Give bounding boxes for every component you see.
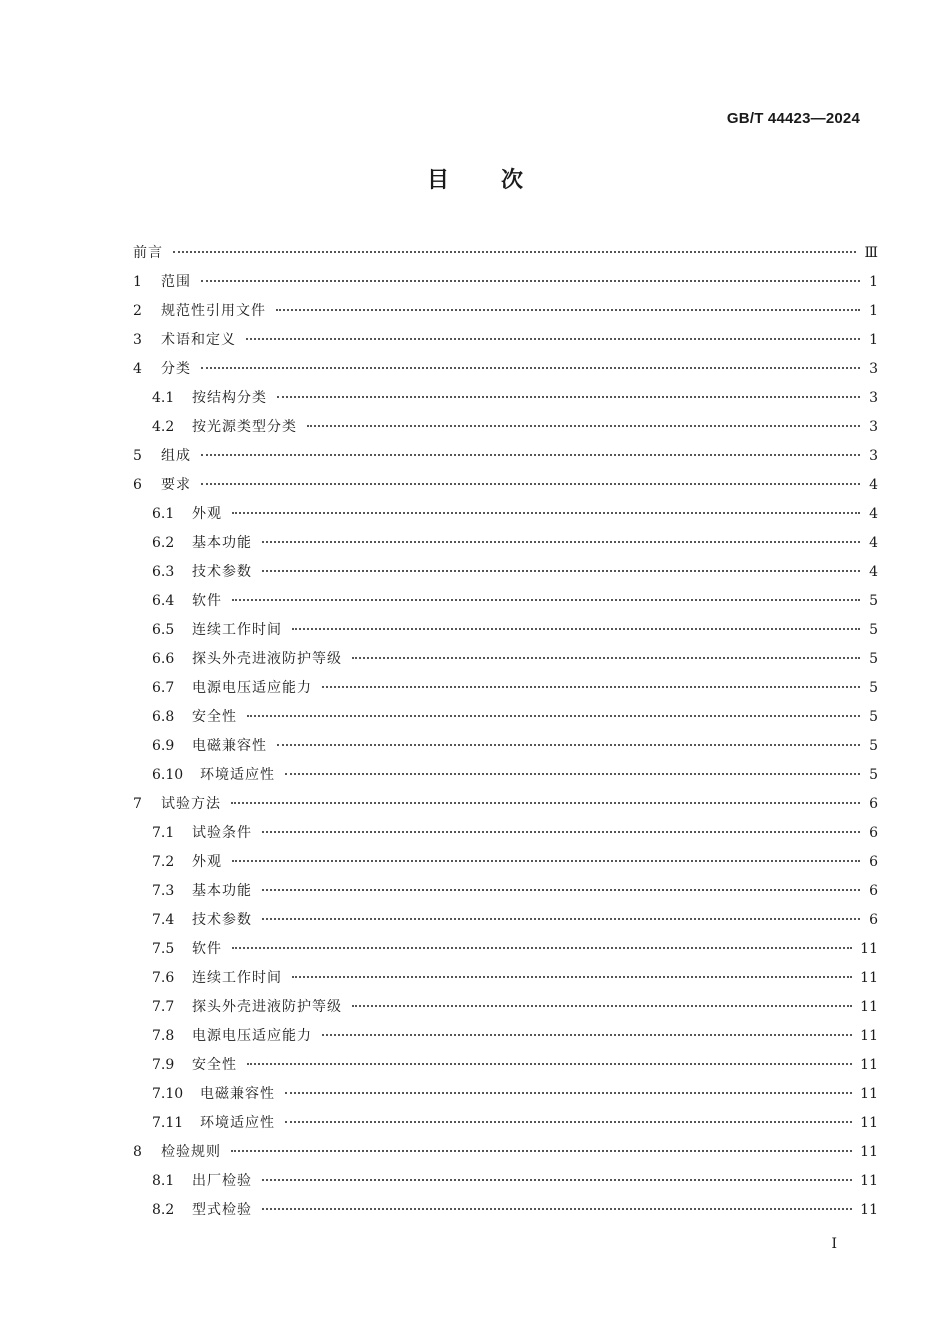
toc-entry[interactable] <box>133 268 878 297</box>
toc-entry-title: 按光源类型分类 <box>192 419 297 435</box>
toc-entry-page: 11 <box>860 1028 878 1044</box>
toc-dot-leader <box>247 714 860 717</box>
toc-entry-number: 8 <box>133 1144 142 1160</box>
page-title: 目次 <box>426 168 575 193</box>
toc-entry-page: 11 <box>860 1115 878 1131</box>
toc-entry-title: 型式检验 <box>192 1202 252 1218</box>
toc-dot-leader <box>292 975 852 978</box>
toc-entry-number: 7.6 <box>152 970 175 986</box>
toc-entry-number: 6.10 <box>152 767 184 783</box>
toc-entry-title: 软件 <box>192 941 222 957</box>
toc-entry-title: 电源电压适应能力 <box>192 680 312 696</box>
toc-entry[interactable] <box>133 790 878 819</box>
toc-entry-page: 5 <box>869 709 878 725</box>
toc-entry[interactable] <box>133 877 878 906</box>
toc-dot-leader <box>231 1149 852 1152</box>
toc-entry-number: 3 <box>133 332 142 348</box>
toc-dot-leader <box>292 627 860 630</box>
toc-dot-leader <box>262 830 860 833</box>
toc-entry-page: 11 <box>860 1202 878 1218</box>
toc-entry-number: 6.3 <box>152 564 175 580</box>
toc-entry-page: 11 <box>860 1144 878 1160</box>
toc-dot-leader <box>262 917 860 920</box>
toc-entry[interactable] <box>133 413 878 442</box>
toc-entry-title: 外观 <box>192 506 222 522</box>
toc-entry-number: 6.2 <box>152 535 175 551</box>
toc-entry[interactable] <box>133 906 878 935</box>
toc-entry-number: 6.6 <box>152 651 175 667</box>
toc-entry-page: 3 <box>869 419 878 435</box>
toc-entry-page: 4 <box>869 535 878 551</box>
toc-entry-page: 1 <box>869 274 878 290</box>
toc-entry-page: 5 <box>869 593 878 609</box>
toc-dot-leader <box>276 308 860 311</box>
toc-entry-title: 环境适应性 <box>200 1115 275 1131</box>
table-of-contents <box>133 239 878 1225</box>
toc-entry[interactable] <box>133 645 878 674</box>
toc-dot-leader <box>285 1091 852 1094</box>
toc-entry[interactable] <box>133 326 878 355</box>
toc-entry[interactable] <box>133 529 878 558</box>
toc-entry-number: 7.1 <box>152 825 175 841</box>
toc-dot-leader <box>352 1004 852 1007</box>
toc-entry[interactable] <box>133 819 878 848</box>
toc-entry[interactable] <box>133 587 878 616</box>
toc-entry-page: 11 <box>860 1173 878 1189</box>
toc-entry[interactable] <box>133 471 878 500</box>
toc-entry-title: 前言 <box>133 245 163 261</box>
toc-entry-title: 组成 <box>161 448 191 464</box>
toc-entry-number: 7.9 <box>152 1057 175 1073</box>
toc-entry-page: 11 <box>860 999 878 1015</box>
toc-entry-page: 1 <box>869 303 878 319</box>
toc-entry-page: 4 <box>869 477 878 493</box>
toc-entry[interactable] <box>133 761 878 790</box>
toc-dot-leader <box>322 685 860 688</box>
toc-dot-leader <box>201 482 860 485</box>
toc-entry-title: 外观 <box>192 854 222 870</box>
toc-entry-title: 出厂检验 <box>192 1173 252 1189</box>
toc-entry-number: 7.5 <box>152 941 175 957</box>
toc-entry-title: 检验规则 <box>161 1144 221 1160</box>
toc-dot-leader <box>201 366 860 369</box>
toc-entry-number: 6.7 <box>152 680 175 696</box>
toc-dot-leader <box>246 337 860 340</box>
toc-entry-page: 5 <box>869 767 878 783</box>
toc-entry[interactable] <box>133 1109 878 1138</box>
toc-entry-page: 6 <box>869 825 878 841</box>
toc-entry[interactable] <box>133 732 878 761</box>
toc-dot-leader <box>262 888 860 891</box>
toc-entry-title: 电源电压适应能力 <box>192 1028 312 1044</box>
toc-entry[interactable] <box>133 993 878 1022</box>
toc-entry-page: 6 <box>869 883 878 899</box>
toc-entry-number: 6.1 <box>152 506 175 522</box>
toc-dot-leader <box>173 250 856 253</box>
toc-entry[interactable] <box>133 1167 878 1196</box>
toc-entry-page: 11 <box>860 1057 878 1073</box>
toc-entry-page: 4 <box>869 506 878 522</box>
toc-dot-leader <box>262 540 860 543</box>
toc-entry-title: 按结构分类 <box>192 390 267 406</box>
toc-entry-page: 6 <box>869 854 878 870</box>
toc-entry[interactable] <box>133 848 878 877</box>
toc-entry-page: 4 <box>869 564 878 580</box>
toc-entry-title: 安全性 <box>192 709 237 725</box>
toc-entry-number: 8.2 <box>152 1202 175 1218</box>
toc-dot-leader <box>201 279 860 282</box>
toc-entry-page: 6 <box>869 796 878 812</box>
toc-entry-title: 探头外壳进液防护等级 <box>192 999 342 1015</box>
toc-entry-title: 术语和定义 <box>161 332 236 348</box>
toc-dot-leader <box>285 1120 852 1123</box>
toc-entry-page: 5 <box>869 680 878 696</box>
toc-entry-title: 技术参数 <box>192 564 252 580</box>
toc-entry-number: 4 <box>133 361 142 377</box>
toc-entry-page: 3 <box>869 448 878 464</box>
toc-entry-title: 试验条件 <box>192 825 252 841</box>
toc-dot-leader <box>232 859 860 862</box>
toc-entry-number: 7.3 <box>152 883 175 899</box>
toc-entry-number: 6.5 <box>152 622 175 638</box>
toc-dot-leader <box>231 801 860 804</box>
toc-entry-page: 5 <box>869 622 878 638</box>
toc-entry-page: Ⅲ <box>864 245 878 261</box>
toc-entry-title: 基本功能 <box>192 535 252 551</box>
toc-entry-number: 7.8 <box>152 1028 175 1044</box>
toc-entry[interactable] <box>133 384 878 413</box>
toc-entry[interactable] <box>133 1138 878 1167</box>
toc-entry-number: 2 <box>133 303 142 319</box>
toc-entry-title: 技术参数 <box>192 912 252 928</box>
toc-entry[interactable] <box>133 964 878 993</box>
toc-entry-number: 7.11 <box>152 1115 184 1131</box>
toc-dot-leader <box>307 424 860 427</box>
toc-entry-title: 规范性引用文件 <box>161 303 266 319</box>
toc-entry[interactable] <box>133 442 878 471</box>
toc-entry-number: 1 <box>133 274 142 290</box>
toc-entry[interactable] <box>133 703 878 732</box>
toc-dot-leader <box>232 511 860 514</box>
toc-entry-page: 5 <box>869 651 878 667</box>
page-number: Ⅰ <box>831 1236 837 1252</box>
toc-entry-title: 分类 <box>161 361 191 377</box>
toc-entry[interactable] <box>133 558 878 587</box>
toc-entry[interactable] <box>133 616 878 645</box>
toc-entry-title: 范围 <box>161 274 191 290</box>
toc-entry-number: 6.8 <box>152 709 175 725</box>
toc-entry-number: 4.2 <box>152 419 175 435</box>
toc-dot-leader <box>201 453 860 456</box>
toc-entry[interactable] <box>133 1022 878 1051</box>
toc-dot-leader <box>247 1062 852 1065</box>
toc-entry-number: 7.2 <box>152 854 175 870</box>
toc-entry-title: 环境适应性 <box>200 767 275 783</box>
toc-entry-number: 5 <box>133 448 142 464</box>
toc-entry-number: 8.1 <box>152 1173 175 1189</box>
toc-entry-page: 11 <box>860 1086 878 1102</box>
toc-entry[interactable] <box>133 297 878 326</box>
toc-entry-page: 11 <box>860 970 878 986</box>
toc-entry-title: 安全性 <box>192 1057 237 1073</box>
toc-entry-number: 6.4 <box>152 593 175 609</box>
toc-entry-title: 探头外壳进液防护等级 <box>192 651 342 667</box>
toc-entry[interactable] <box>133 239 878 268</box>
toc-entry-page: 3 <box>869 361 878 377</box>
toc-dot-leader <box>277 395 860 398</box>
toc-entry[interactable] <box>133 674 878 703</box>
toc-entry-page: 1 <box>869 332 878 348</box>
toc-entry[interactable] <box>133 500 878 529</box>
toc-dot-leader <box>232 598 860 601</box>
toc-entry-title: 试验方法 <box>161 796 221 812</box>
toc-entry-number: 4.1 <box>152 390 175 406</box>
toc-entry[interactable] <box>133 1051 878 1080</box>
toc-dot-leader <box>262 569 860 572</box>
standard-code: GB/T 44423—2024 <box>726 110 860 127</box>
toc-entry-page: 5 <box>869 738 878 754</box>
toc-dot-leader <box>262 1178 852 1181</box>
toc-entry-title: 连续工作时间 <box>192 622 282 638</box>
toc-entry-number: 7.4 <box>152 912 175 928</box>
toc-entry[interactable] <box>133 355 878 384</box>
toc-entry-title: 电磁兼容性 <box>192 738 267 754</box>
toc-entry-title: 软件 <box>192 593 222 609</box>
toc-dot-leader <box>277 743 860 746</box>
toc-dot-leader <box>352 656 860 659</box>
toc-entry-number: 6 <box>133 477 142 493</box>
toc-entry-page: 11 <box>860 941 878 957</box>
toc-entry[interactable] <box>133 1080 878 1109</box>
toc-entry-number: 7.10 <box>152 1086 184 1102</box>
toc-entry-page: 6 <box>869 912 878 928</box>
toc-entry[interactable] <box>133 1196 878 1225</box>
toc-entry-page: 3 <box>869 390 878 406</box>
toc-entry-number: 6.9 <box>152 738 175 754</box>
toc-entry-title: 要求 <box>161 477 191 493</box>
toc-entry-title: 连续工作时间 <box>192 970 282 986</box>
toc-entry-title: 电磁兼容性 <box>200 1086 275 1102</box>
toc-dot-leader <box>322 1033 852 1036</box>
toc-entry-number: 7.7 <box>152 999 175 1015</box>
toc-entry-number: 7 <box>133 796 142 812</box>
toc-dot-leader <box>285 772 860 775</box>
toc-dot-leader <box>232 946 852 949</box>
toc-entry[interactable] <box>133 935 878 964</box>
toc-entry-title: 基本功能 <box>192 883 252 899</box>
toc-dot-leader <box>262 1207 852 1210</box>
